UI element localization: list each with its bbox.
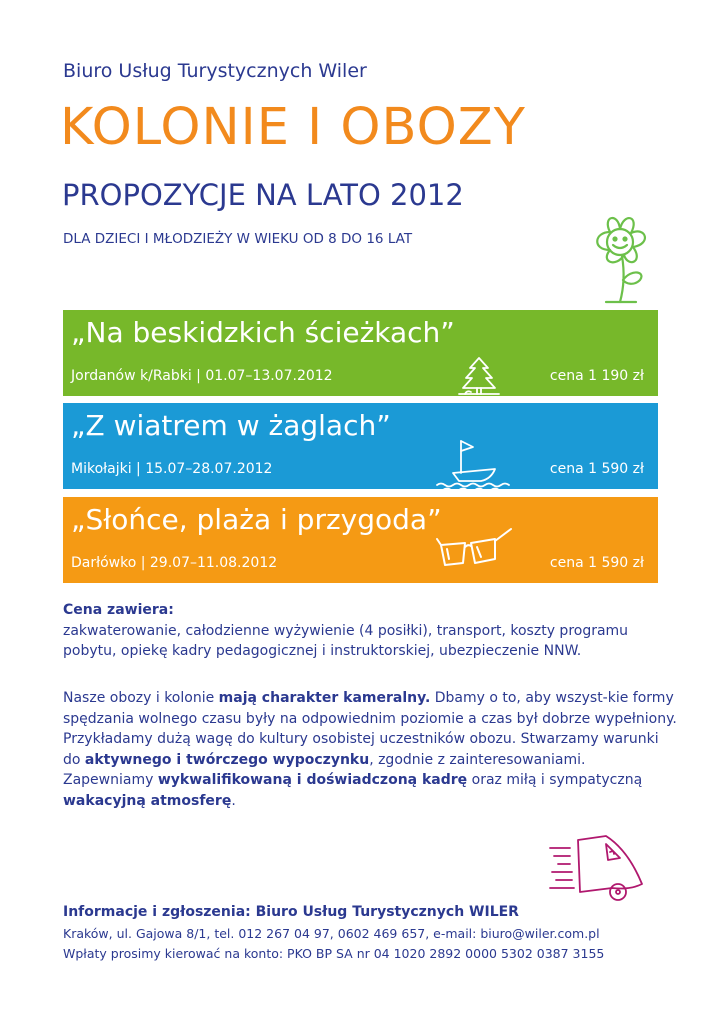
- about-bold: wykwalifikowaną i doświadczoną kadrę: [157, 772, 468, 788]
- car-icon: [548, 830, 658, 910]
- camp-name: „Z wiatrem w żaglach”: [71, 409, 391, 442]
- about-text: .: [231, 792, 236, 809]
- subtitle: PROPOZYCJE NA LATO 2012: [62, 178, 464, 212]
- sunglasses-icon: [435, 523, 517, 575]
- about-bold: aktywnego i twórczego wypoczynku: [84, 751, 370, 768]
- flower-icon: [580, 210, 660, 310]
- camp-name: „Słońce, plaża i przygoda”: [71, 503, 442, 536]
- agency-name: Biuro Usług Turystycznych Wiler: [63, 60, 367, 82]
- about-text: , zgodnie z zainteresowaniami. Zapewniamy: [63, 751, 586, 788]
- about-text: Dbamy o to, aby wszyst-kie formy spędzania wolnego czasu były na odpowiednim poziomie a czas był dobrze wypełniony. Przykładamy dużą wagę do kultury osobistej uczestników obozu. Stwarzamy warunki do: [63, 690, 677, 768]
- contact-heading: Informacje i zgłoszenia: Biuro Usług Turystycznych WILER: [63, 904, 519, 920]
- tree-icon: [455, 354, 503, 398]
- page-title: KOLONIE I OBOZY: [60, 98, 526, 157]
- about-text: Nasze obozy i kolonie: [63, 690, 219, 706]
- about-bold: wakacyjną atmosferę: [63, 792, 232, 809]
- camp-band-sailing: [63, 403, 658, 489]
- contact-section: [63, 904, 703, 964]
- camp-band-beach: [63, 497, 658, 583]
- camp-name: „Na beskidzkich ścieżkach”: [71, 316, 455, 349]
- camp-price: cena 1 590 zł: [549, 555, 644, 571]
- camp-details: Mikołajki | 15.07–28.07.2012: [71, 461, 273, 477]
- audience-line: DLA DZIECI I MŁODZIEŻY W WIEKU OD 8 DO 16 LAT: [63, 231, 413, 247]
- camp-price: cena 1 190 zł: [549, 368, 644, 384]
- includes-heading: Cena zawiera:: [63, 602, 174, 618]
- price-includes: [63, 600, 678, 662]
- about-bold: mają charakter kameralny.: [218, 690, 431, 706]
- camp-band-beskidy: [63, 310, 658, 396]
- camp-price: cena 1 590 zł: [549, 461, 644, 477]
- camp-details: Jordanów k/Rabki | 01.07–13.07.2012: [71, 368, 333, 384]
- about-paragraph: [63, 688, 678, 811]
- about-text: oraz miłą i sympatyczną: [467, 772, 643, 788]
- contact-address: Kraków, ul. Gajowa 8/1, tel. 012 267 04 97, 0602 469 657, e-mail: biuro@wiler.com.pl: [63, 926, 600, 941]
- contact-bank: Wpłaty prosimy kierować na konto: PKO BP SA nr 04 1020 2892 0000 5302 0387 3155: [63, 946, 605, 961]
- camp-details: Darłówko | 29.07–11.08.2012: [71, 555, 278, 571]
- sailboat-icon: [433, 437, 519, 493]
- includes-text: zakwaterowanie, całodzienne wyżywienie (4 posiłki), transport, koszty programu pobytu, opiekę kadry pedagogicznej i instruktorskiej, ubezpieczenie NNW.: [63, 622, 629, 659]
